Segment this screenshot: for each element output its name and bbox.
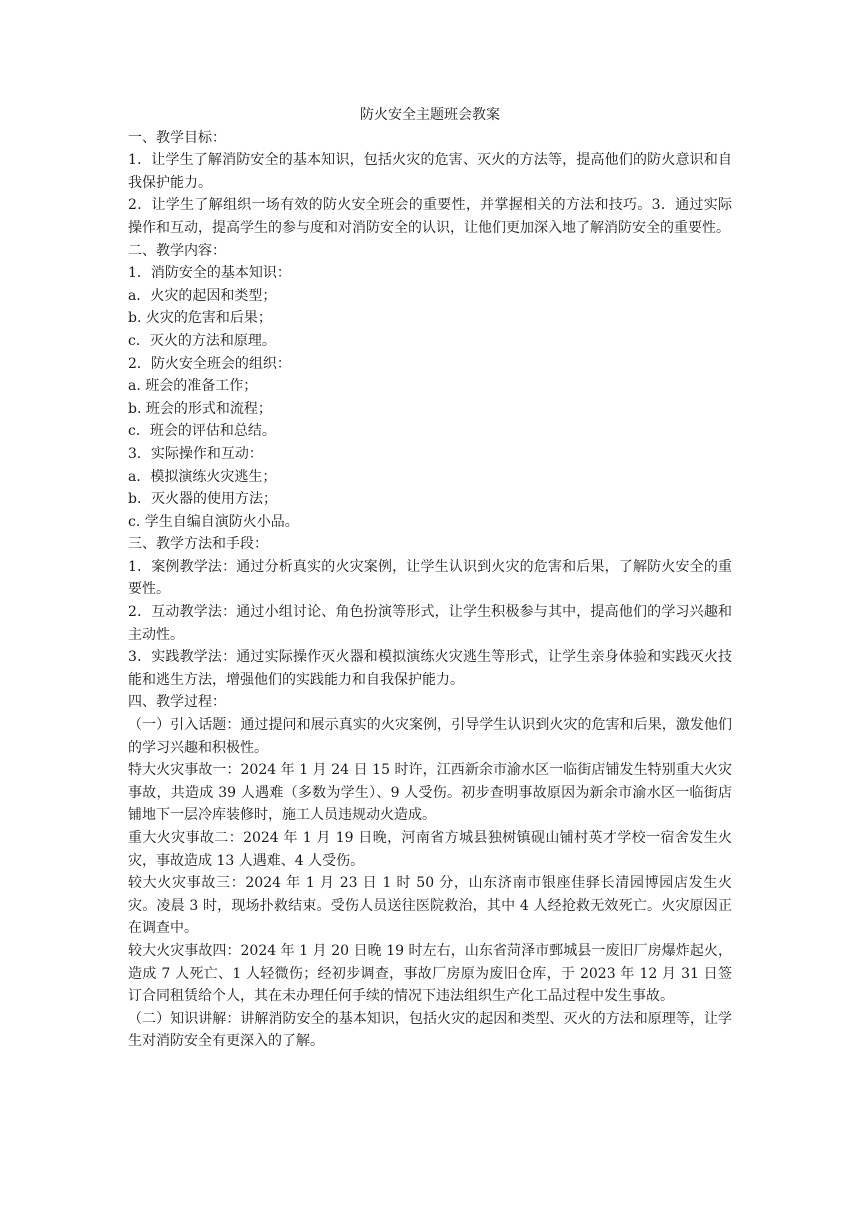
list-item: b．灭火器的使用方法；	[128, 491, 277, 508]
list-item: a. 班会的准备工作；	[128, 378, 258, 395]
section-heading-content: 二、教学内容：	[128, 242, 226, 259]
case-paragraph: 较大火灾事故三：2024 年 1 月 23 日 1 时 50 分，山东济南市银座佳驿长清园博园店发生火灾。凌晨 3 时，现场扑救结束。受伤人员送往医院救治，其中 4 人经抢救无效死亡。火灾原因正在调查中。	[128, 875, 732, 937]
case-paragraph: 重大火灾事故二：2024 年 1 月 19 日晚，河南省方城县独树镇砚山铺村英才学校一宿舍发生火灾，事故造成 13 人遇难、4 人受伤。	[128, 830, 732, 869]
list-item: b. 班会的形式和流程；	[128, 400, 272, 417]
section-heading-process: 四、教学过程：	[128, 694, 226, 711]
document-title: 防火安全主题班会教案	[360, 107, 500, 123]
paragraph: 1．让学生了解消防安全的基本知识，包括火灾的危害、灭火的方法等，提高他们的防火意识和自我保护能力。	[128, 152, 732, 191]
paragraph: （二）知识讲解：讲解消防安全的基本知识，包括火灾的起因和类型、灭火的方法和原理等，让学生对消防安全有更深入的了解。	[128, 1010, 732, 1050]
section-heading-methods: 三、教学方法和手段：	[128, 536, 268, 553]
paragraph: 3．实践教学法：通过实际操作灭火器和模拟演练火灾逃生等形式，让学生亲身体验和实践灭火技能和逃生方法，增强他们的实践能力和自我保护能力。	[128, 649, 732, 688]
paragraph: 2．互动教学法：通过小组讨论、角色扮演等形式，让学生积极参与其中，提高他们的学习兴趣和主动性。	[128, 604, 732, 643]
list-item: a．火灾的起因和类型；	[128, 287, 277, 304]
case-paragraph: 较大火灾事故四：2024 年 1 月 20 日晚 19 时左右，山东省菏泽市鄄城县一废旧厂房爆炸起火，造成 7 人死亡、1 人轻微伤；经初步调查，事故厂房原为废旧仓库，于 2023 年 12 月 31 日签订合同租赁给个人，其在未办理任何手续的情况下违法组织生产化工品过程中发生事故。	[128, 942, 732, 1005]
paragraph: 1．案例教学法：通过分析真实的火灾案例，让学生认识到火灾的危害和后果，了解防火安全的重要性。	[128, 558, 732, 598]
case-paragraph: 特大火灾事故一：2024 年 1 月 24 日 15 时许，江西新余市渝水区一临街店铺发生特别重大火灾事故，共造成 39 人遇难（多数为学生）、9 人受伤。初步查明事故原因为新余市渝水区一临街店铺地下一层冷库装修时，施工人员违规动火造成。	[128, 762, 732, 824]
list-item: 1．消防安全的基本知识：	[128, 265, 291, 282]
paragraph: 2．让学生了解组织一场有效的防火安全班会的重要性，并掌握相关的方法和技巧。3．通过实际操作和互动，提高学生的参与度和对消防安全的认识，让他们更加深入地了解消防安全的重要性。	[128, 197, 732, 236]
list-item: b. 火灾的危害和后果；	[128, 310, 272, 327]
paragraph: （一）引入话题：通过提问和展示真实的火灾案例，引导学生认识到火灾的危害和后果，激发他们的学习兴趣和积极性。	[128, 717, 732, 756]
section-heading-objectives: 一、教学目标：	[128, 129, 226, 146]
list-item: c．班会的评估和总结。	[128, 423, 276, 440]
list-item: c. 学生自编自演防火小品。	[128, 513, 299, 530]
list-item: 3．实际操作和互动：	[128, 445, 263, 462]
list-item: 2．防火安全班会的组织：	[128, 355, 291, 372]
list-item: c．灭火的方法和原理。	[128, 332, 276, 349]
document-body	[128, 104, 732, 1053]
list-item: a．模拟演练火灾逃生；	[128, 468, 277, 485]
